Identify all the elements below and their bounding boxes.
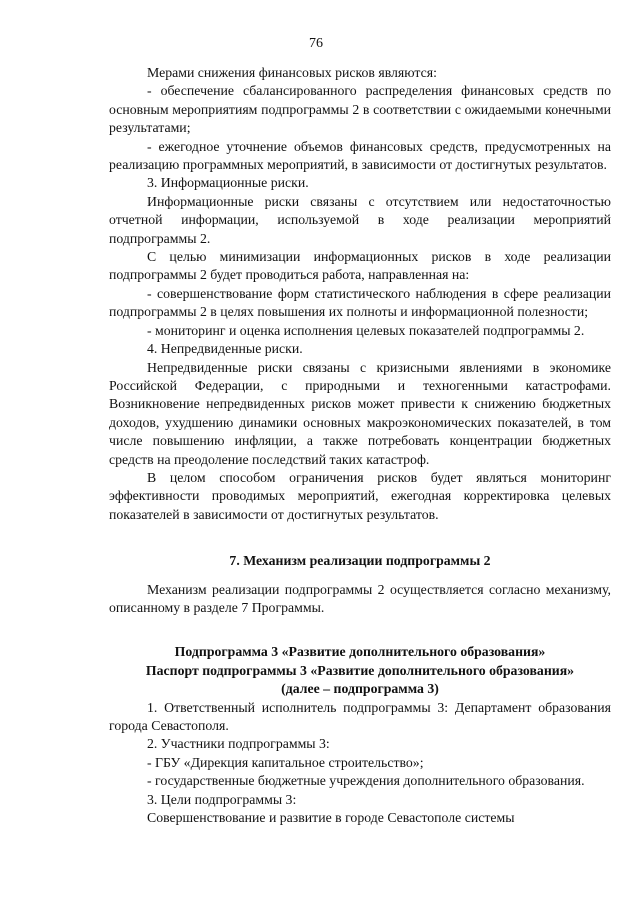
subprogram-3-item: 2. Участники подпрограммы 3: — [147, 736, 330, 752]
section-7-text: Механизм реализации подпрограммы 2 осуществляется согласно механизму, описанному в разделе 7 Программы. — [109, 581, 611, 615]
subprogram-3-item: - государственные бюджетные учреждения дополнительного образования. — [147, 773, 585, 789]
page-number: 76 — [309, 36, 323, 51]
paragraph-risk-limitation: В целом способом ограничения рисков будет являться мониторинг эффективности проводимых мероприятий, ежегодная корректировка целевых показателей в зависимости от достигнутых результатов. — [109, 469, 611, 522]
subprogram-3-passport-title: Паспорт подпрограммы 3 «Развитие дополнительного образования» — [145, 662, 575, 678]
paragraph-info-risks-title: 3. Информационные риски. — [147, 175, 309, 191]
page-content — [109, 64, 611, 827]
subprogram-3-item: Совершенствование и развитие в городе Севастополе системы — [147, 810, 515, 826]
paragraph-info-risks-aim: С целью минимизации информационных рисков в ходе реализации подпрограммы 2 будет проводиться работа, направленная на: — [109, 249, 611, 283]
paragraph-info-risks-desc: Информационные риски связаны с отсутствием или недостаточностью отчетной информации, используемой в ходе реализации мероприятий подпрограммы 2. — [109, 193, 611, 246]
paragraph-risk-measures-intro: Мерами снижения финансовых рисков являются: — [147, 65, 437, 80]
subprogram-3-abbrev: (далее – подпрограмма 3) — [281, 681, 439, 697]
section-7-heading: 7. Механизм реализации подпрограммы 2 — [229, 553, 491, 569]
paragraph-info-risks-item-1: - совершенствование форм статистического наблюдения в сфере реализации подпрограммы 2 в целях повышения их полноты и информационной полезности; — [109, 285, 611, 320]
subprogram-3-item: 1. Ответственный исполнитель подпрограммы 3: Департамент образования города Севастополя. — [109, 699, 611, 733]
subprogram-3-item: - ГБУ «Дирекция капитальное строительство»; — [147, 754, 424, 770]
paragraph-risk-measure-1: - обеспечение сбалансированного распределения финансовых средств по основным мероприятиям подпрограммы 2 в соответствии с ожидаемыми конечными результатами; — [109, 83, 611, 136]
paragraph-unforeseen-risks-title: 4. Непредвиденные риски. — [147, 341, 303, 357]
paragraph-info-risks-item-2: - мониторинг и оценка исполнения целевых показателей подпрограммы 2. — [147, 322, 585, 338]
subprogram-3-item: 3. Цели подпрограммы 3: — [147, 791, 297, 807]
subprogram-3-title: Подпрограмма 3 «Развитие дополнительного образования» — [174, 644, 546, 660]
paragraph-unforeseen-risks-desc: Непредвиденные риски связаны с кризисными явлениями в экономике Российской Федерации, с природными и техногенными катастрофами. Возникновение непредвиденных рисков может привести к снижению бюджетных доходов, ухудшению динамики основных макроэкономических показателей, в том числе повышению инфляции, а также потребовать концентрации бюджетных средств на преодоление последствий таких катастроф. — [109, 359, 611, 467]
paragraph-risk-measure-2: - ежегодное уточнение объемов финансовых средств, предусмотренных на реализацию программных мероприятий, в зависимости от достигнутых результатов. — [109, 138, 611, 173]
